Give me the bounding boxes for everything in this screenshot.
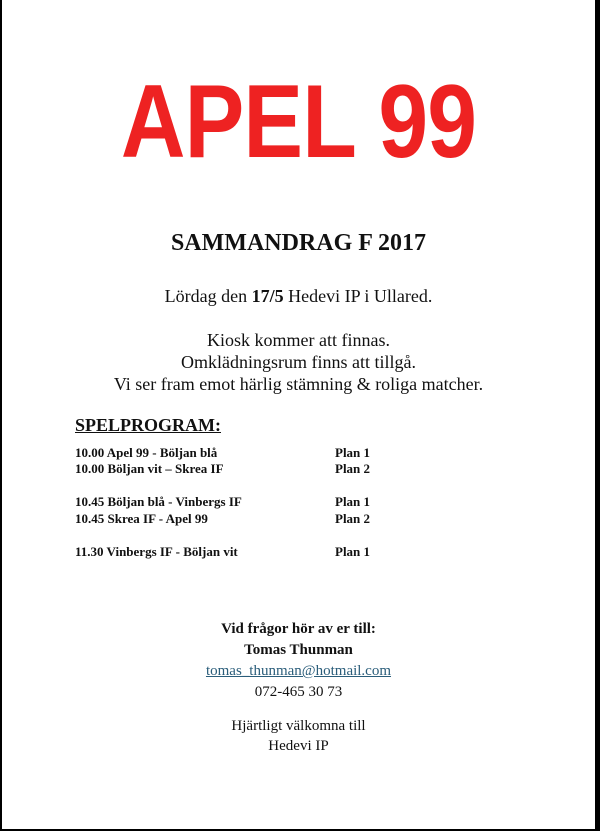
contact-block	[2, 619, 595, 703]
contact-heading: Vid frågor hör av er till:	[221, 621, 376, 637]
apel-99-logo: APEL 99	[120, 64, 477, 180]
match-text: 10.45 Skrea IF - Apel 99	[75, 511, 208, 526]
match-text: 10.00 Apel 99 - Böljan blå	[75, 445, 218, 460]
match-plan: Plan 1	[335, 494, 371, 509]
match-text: 11.30 Vinbergs IF - Böljan vit	[75, 544, 238, 559]
welcome-venue: Hedevi IP	[268, 738, 329, 754]
match-plan: Plan 2	[335, 461, 371, 476]
date-suffix: Hedevi IP i Ullared.	[283, 286, 433, 306]
match-text: 10.00 Böljan vit – Skrea IF	[75, 461, 224, 476]
match-plan: Plan 1	[335, 544, 371, 559]
info-line-kiosk: Kiosk kommer att finnas.	[207, 330, 390, 350]
contact-email-link[interactable]: tomas_thunman@hotmail.com	[205, 663, 392, 679]
date-value: 17/5	[251, 286, 284, 306]
document-page	[2, 0, 595, 829]
info-line-changing-rooms: Omklädningsrum finns att tillgå.	[181, 352, 416, 372]
info-line-atmosphere: Vi ser fram emot härlig stämning & roliga matcher.	[113, 374, 484, 394]
welcome-line: Hjärtligt välkomna till	[231, 718, 366, 734]
date-prefix: Lördag den	[164, 286, 252, 306]
date-line	[2, 284, 595, 308]
program-heading: SPELPROGRAM:	[75, 415, 221, 435]
page-title: SAMMANDRAG F 2017	[170, 230, 427, 256]
match-plan: Plan 2	[335, 511, 371, 526]
welcome-block	[2, 716, 595, 756]
match-plan: Plan 1	[335, 445, 371, 460]
match-text: 10.45 Böljan blå - Vinbergs IF	[75, 494, 242, 509]
contact-phone: 072-465 30 73	[254, 684, 343, 700]
info-block	[2, 329, 595, 395]
contact-name: Tomas Thunman	[244, 642, 353, 658]
